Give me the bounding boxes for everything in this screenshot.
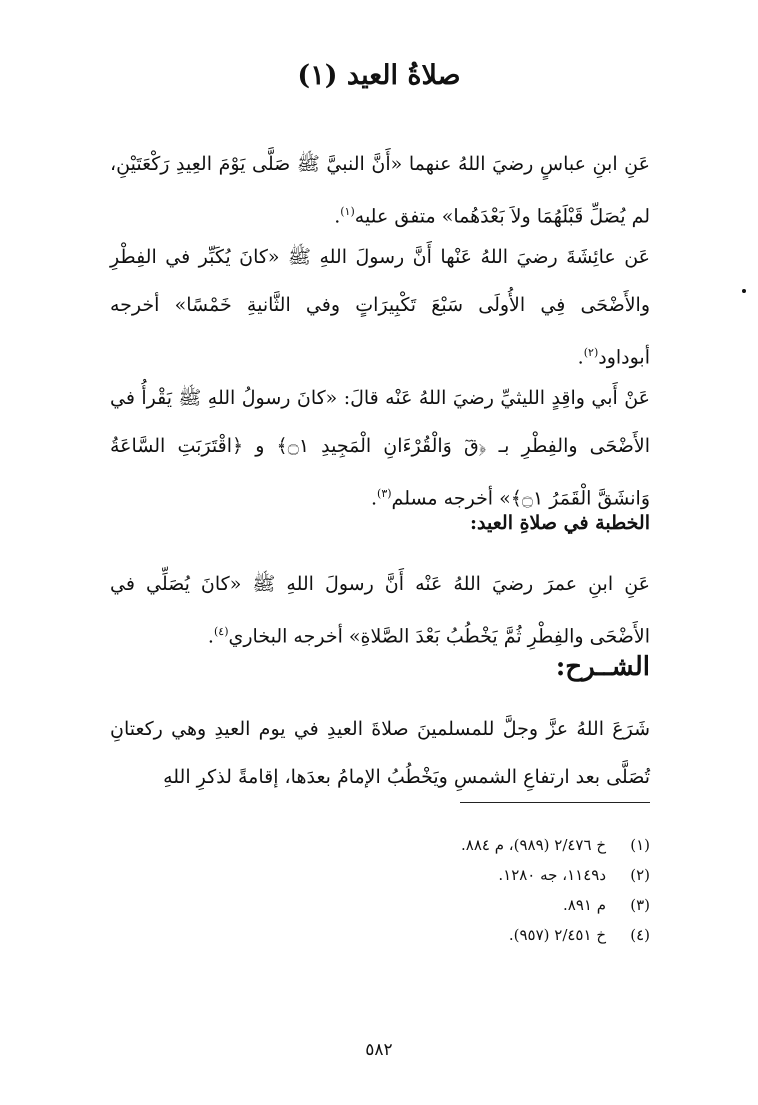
footnote-item [350,920,650,950]
hadith-paragraph-4: عَنِ ابنِ عمرَ رضيَ اللهُ عَنْه أَنَّ رسولَ اللهِ ﷺ «كانَ يُصَلِّي في الأَضْحَى والفِطْرِ ثُمَّ يَخْطُبُ بَعْدَ الصَّلاةِ» أخرجه البخاري$^{(٤)}$. [110,573,650,648]
footnote-number: (٢) [630,866,650,884]
footnote-item [350,890,650,920]
footnote-item [350,860,650,890]
hadith-paragraph-1: عَنِ ابنِ عباسٍ رضيَ اللهُ عنهما «أَنَّ النبيَّ ﷺ صَلَّى يَوْمَ العِيدِ رَكْعَتَيْنِ، لم يُصَلِّ قَبْلَهُمَا ولاَ بَعْدَهُما» متفق عليه$^{(١)}$. [110,153,650,228]
commentary-paragraph: شَرَعَ اللهُ عزَّ وجلَّ للمسلمينَ صلاةَ العيدِ في يوم العيدِ وهي ركعتانِ تُصَلَّى بعد ارتفاعِ الشمسِ ويَخْطُبُ الإمامُ بعدَها، إقامةً لذكرِ اللهِ [110,718,650,788]
footnote-number: (٣) [630,896,650,914]
footnote-divider [460,802,650,803]
footnote-ref-2: (٢) [583,346,599,359]
footnote-text: د١١٤٩، جه ١٢٨٠. [498,866,606,884]
khutbah-subheading: الخطبة في صلاةِ العيد: [470,512,650,534]
hadith-4-text: عَنِ ابنِ عمرَ رضيَ اللهُ عَنْه أَنَّ رسولَ اللهِ ﷺ «كانَ يُصَلِّي في الأَضْحَى والفِطْرِ ثُمَّ يَخْطُبُ بَعْدَ الصَّلاةِ» أخرجه البخاري [110,573,650,648]
commentary-heading: الشــرح: [555,652,650,682]
footnote-ref-4: (٤) [213,625,229,638]
footnote-number: (١) [630,836,650,854]
hadith-1-text: عَنِ ابنِ عباسٍ رضيَ اللهُ عنهما «أَنَّ النبيَّ ﷺ صَلَّى يَوْمَ العِيدِ رَكْعَتَيْنِ، لم يُصَلِّ قَبْلَهُمَا ولاَ بَعْدَهُما» متفق عليه [110,153,650,228]
footnotes-list [350,830,650,950]
footnote-text: خ ٢/٤٧٦ (٩٨٩)، م ٨٨٤. [460,836,606,854]
hadith-3-text: عَنْ أَبي واقِدٍ الليثيِّ رضيَ اللهُ عَنْه قالَ: «كانَ رسولُ اللهِ ﷺ يَقْرأُ في الأَضْحَى والفِطْرِ بـ ﴿قٓ وَالْقُرْءَانِ الْمَجِيدِ ۝١﴾ و ﴿اقْتَرَبَتِ السَّاعَةُ وَانشَقَّ الْقَمَرُ ۝١﴾» أخرجه مسلم [110,387,650,510]
hadith-2-text: عَن عائِشَةَ رضيَ اللهُ عَنْها أَنَّ رسولَ اللهِ ﷺ «كانَ يُكَبِّر في الفِطْرِ والأَضْحَى فِي الأُولَى سَبْعَ تَكْبِيرَاتٍ وفي الثَّانيةِ خَمْسًا» أخرجه أبوداود [110,246,650,369]
footnote-text: خ ٢/٤٥١ (٩٥٧). [508,926,606,944]
footnote-text: م ٨٩١. [562,896,606,914]
footnote-ref-3: (٣) [377,487,392,500]
hadith-paragraph-2: عَن عائِشَةَ رضيَ اللهُ عَنْها أَنَّ رسولَ اللهِ ﷺ «كانَ يُكَبِّر في الفِطْرِ والأَضْحَى فِي الأُولَى سَبْعَ تَكْبِيرَاتٍ وفي الثَّانيةِ خَمْسًا» أخرجه أبوداود$^{(٢)}$. [110,246,650,369]
chapter-title: صلاةُ العيد (١) [297,60,461,91]
footnote-number: (٤) [630,926,650,944]
footnote-ref-1: (١) [340,205,355,218]
page-number: ٥٨٢ [365,1040,393,1060]
margin-dot [742,289,746,293]
footnote-item [350,830,650,860]
hadith-paragraph-3: عَنْ أَبي واقِدٍ الليثيِّ رضيَ اللهُ عَنْه قالَ: «كانَ رسولُ اللهِ ﷺ يَقْرأُ في الأَضْحَى والفِطْرِ بـ ﴿قٓ وَالْقُرْءَانِ الْمَجِيدِ ۝١﴾ و ﴿اقْتَرَبَتِ السَّاعَةُ وَانشَقَّ الْقَمَرُ ۝١﴾» أخرجه مسلم$^{(٣)}$. [110,387,650,510]
